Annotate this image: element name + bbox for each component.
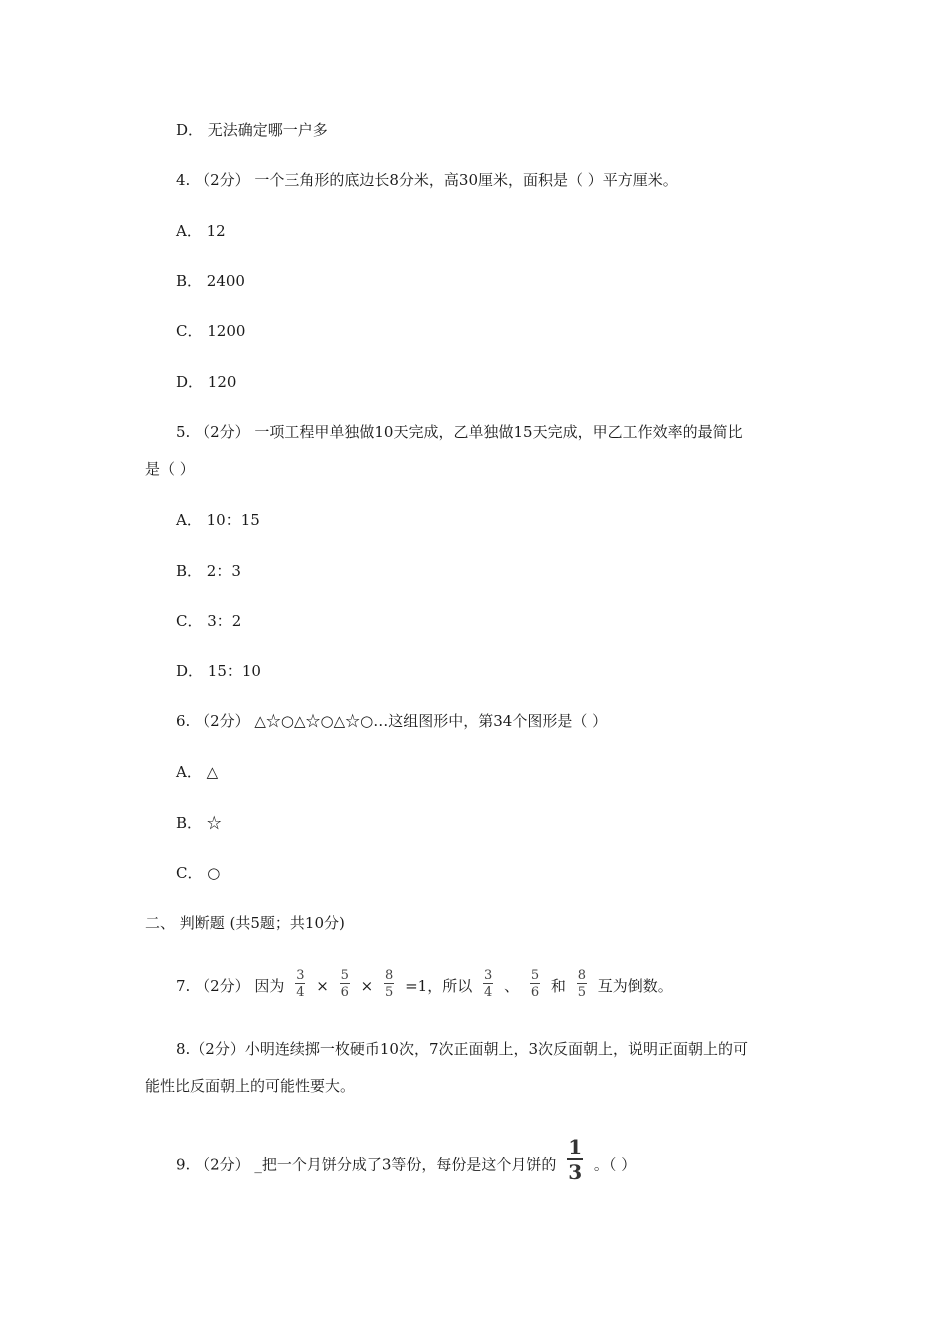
option-q6-c: C． ○ [176, 864, 221, 882]
q7-prefix: 7. （2分） 因为 [176, 977, 285, 995]
fraction: $\frac{5}{6}$ [340, 968, 349, 1000]
times-sign: × [316, 977, 329, 995]
question-9 [176, 1135, 637, 1188]
option-q6-a: A． △ [176, 763, 219, 781]
option-q4-b: B． 2400 [176, 272, 245, 290]
question-4-stem: 4. （2分） 一个三角形的底边长8分米，高30厘米，面积是（ ）平方厘米。 [176, 171, 678, 189]
option-q3-d: D． 无法确定哪一户多 [176, 121, 328, 139]
option-q4-d: D． 120 [176, 373, 237, 391]
question-5-stem-line2: 是（ ） [145, 460, 195, 478]
q9-suffix: 。（ ） [593, 1155, 637, 1174]
question-5-stem-line1: 5. （2分） 一项工程甲单独做10天完成，乙单独做15天完成，甲乙工作效率的最简比 [176, 423, 743, 441]
option-q4-a: A． 12 [176, 222, 226, 240]
fraction: $\frac{5}{6}$ [530, 968, 540, 1000]
question-7 [176, 968, 673, 1002]
section-title-judgement: 二、 判断题 (共5题；共10分) [145, 914, 345, 932]
question-8-line1: 8.（2分）小明连续掷一枚硬币10次，7次正面朝上，3次反面朝上，说明正面朝上的可 [176, 1040, 749, 1058]
question-6-stem: 6. （2分） △☆○△☆○△☆○…这组图形中，第34个图形是（ ） [176, 712, 608, 730]
separator: 、 [504, 977, 520, 995]
option-q4-c: C． 1200 [176, 322, 246, 340]
q7-equals-text: =1，所以 [405, 977, 473, 995]
fraction: $\frac{3}{4}$ [484, 968, 493, 1000]
fraction: $\frac{1}{3}$ [568, 1135, 583, 1184]
fraction: $\frac{8}{5}$ [385, 968, 394, 1000]
times-sign: × [360, 977, 374, 995]
q7-suffix: 互为倒数。 [597, 977, 673, 995]
option-q5-d: D． 15：10 [176, 662, 261, 680]
and-word: 和 [550, 977, 566, 995]
question-8-line2: 能性比反面朝上的可能性要大。 [145, 1077, 356, 1095]
fraction: $\frac{8}{5}$ [577, 968, 586, 1000]
q9-prefix: 9. （2分） _把一个月饼分成了3等份，每份是这个月饼的 [176, 1155, 557, 1174]
option-q6-b: B． ☆ [176, 814, 222, 832]
option-q5-b: B． 2：3 [176, 562, 241, 580]
fraction: $\frac{3}{4}$ [296, 968, 305, 1000]
option-q5-a: A． 10：15 [176, 511, 260, 529]
option-q5-c: C． 3：2 [176, 612, 242, 630]
